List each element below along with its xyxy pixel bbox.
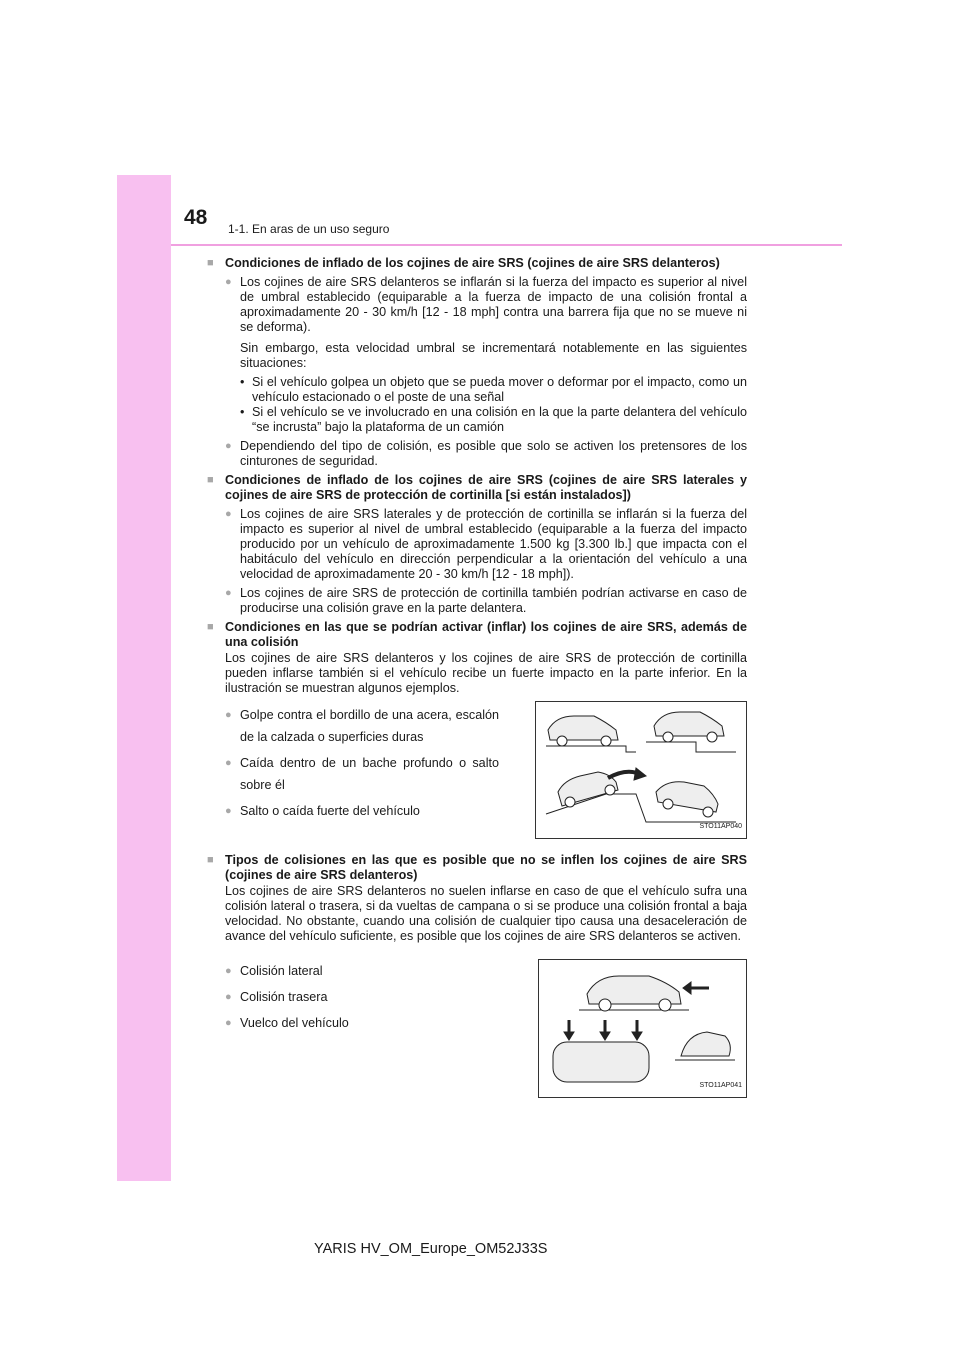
bullet-side-collision: ● Colisión lateral [207,960,499,982]
underbody-examples-list [207,700,499,839]
heading-side-curtain-inflation: ■ Condiciones de inflado de los cojines de aire SRS (cojines de aire SRS laterales y cojines de aire SRS de protección de cortinilla [si están instalados]) [207,473,747,503]
para-underbody-impact: Los cojines de aire SRS delanteros y los cojines de aire SRS de protección de cortinilla pueden inflarse también si el vehículo recibe un fuerte impacto en la parte inferior. En la ilustración se muestran algunos ejemplos. [225,651,747,695]
collision-types-illustration [538,959,747,1098]
page-number: 48 [184,206,208,229]
heading-non-inflation: ■ Tipos de colisiones en las que es posible que no se inflen los cojines de aire SRS (cojines de aire SRS delanteros) [207,853,747,883]
section-title: 1-1. En aras de un uso seguro [228,222,390,236]
dash-underride-truck: • Si el vehículo se ve involucrado en una colisión en la que la parte delantera del vehículo “se incrusta” bajo la plataforma de un camión [207,405,747,435]
bullet-side-threshold: ● Los cojines de aire SRS laterales y de protección de cortinilla se inflarán si la fuerza del impacto es superior al nivel de umbral establecido (equiparable a la fuerza del impacto producido por un vehículo de aproximadamente 1.500 kg [3.300 lb.] que impacta con el habitáculo del vehículo en dirección perpendicular a la orientación del vehículo a una velocidad de aproximadamente 20 - 30 km/h [12 - 18 mph]). [207,507,747,582]
bullet-pretensioners: ● Dependiendo del tipo de colisión, es posible que solo se activen los pretensores de los cinturones de seguridad. [207,439,747,469]
collision-types-drawing [539,960,746,1097]
bullet-frontal-threshold: ● Los cojines de aire SRS delanteros se inflarán si la fuerza del impacto es superior al nivel de umbral establecido (equiparable a la fuerza de impacto de una colisión frontal a aproximadamente 20 - 30 km/h [12 - 18 mph] contra una barrera fija que no se mueve ni se deforma). [207,275,747,335]
collision-types-list [207,956,499,1098]
header-rule [171,244,842,246]
underbody-impact-illustration [535,701,747,839]
heading-other-activation: ■ Condiciones en las que se podrían activar (inflar) los cojines de aire SRS, además de una colisión [207,620,747,650]
figure-row-underbody [207,700,747,839]
underbody-impact-drawing [536,702,746,838]
footer-document-id: YARIS HV_OM_Europe_OM52J33S [314,1241,548,1257]
figure-code-040: STO11AP040 [699,823,742,830]
bullet-curtain-frontal: ● Los cojines de aire SRS de protección de cortinilla también podrían activarse en caso de producirse una colisión grave en la parte delantera. [207,586,747,616]
dash-deformable-object: • Si el vehículo golpea un objeto que se pueda mover o deformar por el impacto, como un vehículo estacionado o el poste de una señal [207,375,747,405]
page-content [207,252,747,1098]
heading-frontal-inflation: ■ Condiciones de inflado de los cojines de aire SRS (cojines de aire SRS delanteros) [207,256,747,271]
bullet-pothole: ● Caída dentro de un bache profundo o salto sobre él [207,752,499,796]
para-non-inflation: Los cojines de aire SRS delanteros no suelen inflarse en caso de que el vehículo sufra una colisión lateral o trasera, si da vueltas de campana o si se produce una colisión frontal a baja velocidad. No obstante, cuando una colisión de cualquier tipo causa una desaceleración de avance del vehículo suficiente, es posible que los cojines de aire SRS delanteros se activen. [225,884,747,943]
figure-code-041: STO11AP041 [699,1082,742,1089]
figure-row-collision-types [207,948,747,1098]
bullet-curb-hit: ● Golpe contra el bordillo de una acera, escalón de la calzada o superficies duras [207,704,499,748]
chapter-sidebar [117,175,171,1181]
bullet-rollover: ● Vuelco del vehículo [207,1012,499,1034]
bullet-hard-landing: ● Salto o caída fuerte del vehículo [207,800,499,822]
bullet-rear-collision: ● Colisión trasera [207,986,499,1008]
para-threshold-increase: Sin embargo, esta velocidad umbral se incrementará notablemente en las siguientes situaciones: [240,341,747,370]
